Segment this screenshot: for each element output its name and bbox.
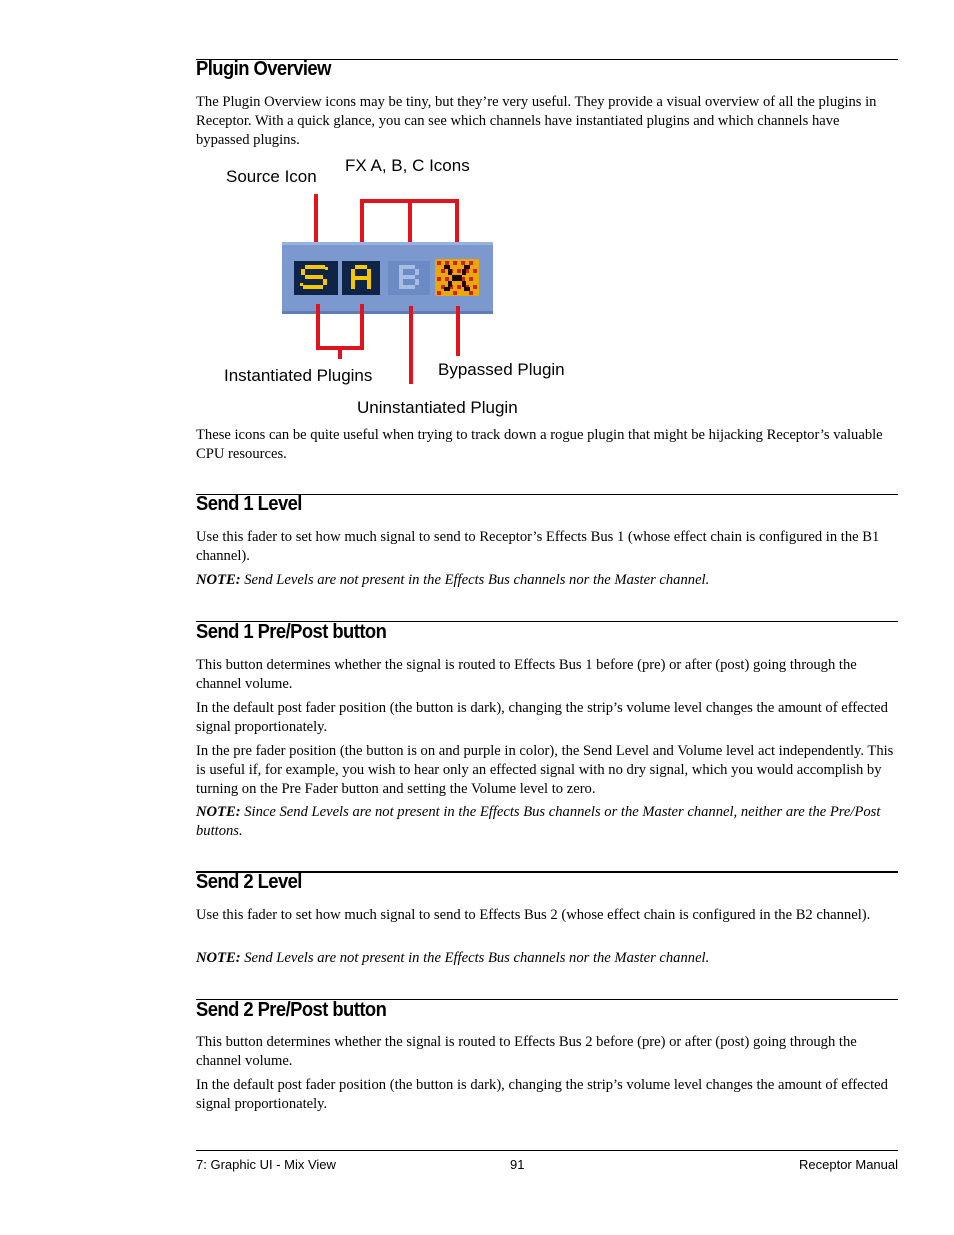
section-heading-send-1-prepost: Send 1 Pre/Post button: [196, 621, 387, 643]
section-heading-send-2-prepost: Send 2 Pre/Post button: [196, 999, 387, 1021]
source-icon-label: Source Icon: [226, 167, 317, 186]
bypassed-plugin-label: Bypassed Plugin: [438, 360, 565, 379]
fx-a-plugin-icon: [342, 261, 380, 295]
paragraph: In the default post fader position (the button is dark), changing the strip’s volume level changes the amount of effected signal proportionately.: [196, 1077, 888, 1112]
note-text: Since Send Levels are not present in the Effects Bus channels or the Master channel, neither are the Pre/Post buttons.: [196, 804, 881, 839]
source-plugin-icon: [294, 261, 338, 295]
footer-manual-title: Receptor Manual: [799, 1157, 898, 1172]
note-text: Send Levels are not present in the Effects Bus channels nor the Master channel.: [240, 572, 710, 588]
plugin-overview-diagram: [180, 150, 620, 425]
fx-icons-label: FX A, B, C Icons: [345, 156, 470, 175]
paragraph: Use this fader to set how much signal to send to Receptor’s Effects Bus 1 (whose effect chain is configured in the B1 channel).: [196, 529, 880, 564]
bottom-callout-lines: [318, 306, 458, 382]
paragraph: Use this fader to set how much signal to send to Effects Bus 2 (whose effect chain is configured in the B2 channel).: [196, 907, 871, 923]
note-label: NOTE:: [196, 572, 241, 588]
paragraph: These icons can be quite useful when trying to track down a rogue plugin that might be hijacking Receptor’s valuable CPU resources.: [196, 427, 883, 462]
top-callout-lines: [316, 196, 457, 246]
plugin-icons-graphic: [180, 150, 620, 425]
note-text: Send Levels are not present in the Effects Bus channels nor the Master channel.: [240, 950, 710, 966]
note-label: NOTE:: [196, 950, 241, 966]
section-heading-send-2-level: Send 2 Level: [196, 871, 302, 893]
paragraph: The Plugin Overview icons may be tiny, but they’re very useful. They provide a visual overview of all the plugins in Receptor. With a quick glance, you can see which channels have instantiated plugins and which channels have bypassed plugins.: [196, 94, 877, 148]
section-heading-send-1-level: Send 1 Level: [196, 493, 302, 515]
paragraph: In the pre fader position (the button is on and purple in color), the Send Level and Volume level act independently. This is useful if, for example, you wish to hear only an effected signal with no dry signal, which you would accomplish by turning on the Pre Fader button and setting the Volume level to zero.: [196, 743, 894, 797]
note-paragraph: [196, 803, 896, 841]
uninstantiated-plugin-label: Uninstantiated Plugin: [357, 398, 518, 417]
section-heading-plugin-overview: Plugin Overview: [196, 58, 331, 80]
paragraph: This button determines whether the signal is routed to Effects Bus 2 before (pre) or after (post) going through the channel volume.: [196, 1034, 857, 1069]
note-paragraph: [196, 949, 896, 968]
paragraph: This button determines whether the signal is routed to Effects Bus 1 before (pre) or after (post) going through the channel volume.: [196, 657, 857, 692]
footer-page-number: 91: [510, 1157, 525, 1172]
footer-rule: [196, 1150, 898, 1151]
fx-c-bypassed-icon: [435, 259, 479, 296]
paragraph: In the default post fader position (the button is dark), changing the strip’s volume level changes the amount of effected signal proportionately.: [196, 700, 888, 735]
note-label: NOTE:: [196, 804, 241, 820]
fx-b-plugin-icon: [388, 261, 430, 295]
footer-chapter: 7: Graphic UI - Mix View: [196, 1157, 336, 1172]
instantiated-plugins-label: Instantiated Plugins: [224, 366, 373, 385]
note-paragraph: [196, 571, 896, 590]
